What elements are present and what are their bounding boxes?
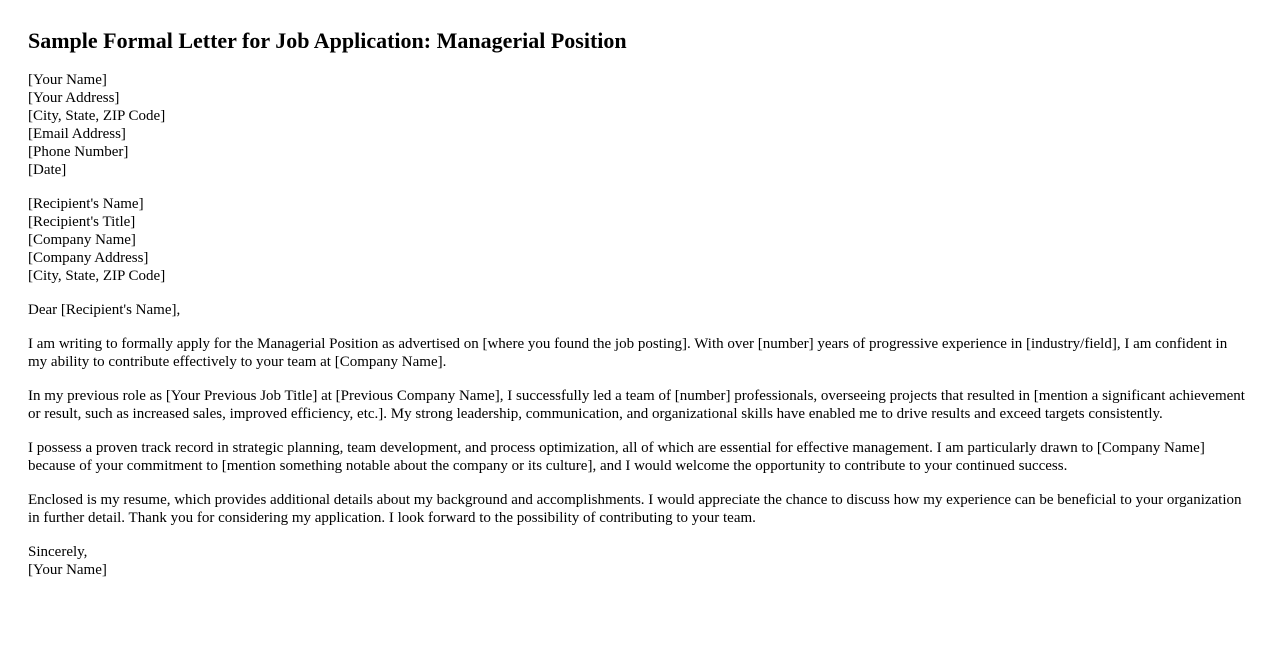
letter-date: [Date] bbox=[28, 162, 67, 178]
sender-city-state-zip: [City, State, ZIP Code] bbox=[28, 108, 166, 124]
page-title: Sample Formal Letter for Job Application: Managerial Position bbox=[28, 28, 627, 53]
signature-name: [Your Name] bbox=[28, 562, 107, 578]
recipient-name: [Recipient's Name] bbox=[28, 196, 144, 212]
body-paragraph: I possess a proven track record in strategic planning, team development, and process optimization, all of which are essential for effective management. I am particularly drawn to [Company Name] because of your commitment to [mention something notable about the company or its culture], and I would welcome the opportunity to contribute to your continued success. bbox=[28, 440, 1205, 474]
body-paragraph: Enclosed is my resume, which provides additional details about my background and accomplishments. I would appreciate the chance to discuss how my experience can be beneficial to your organization in further detail. Thank you for considering my application. I look forward to the possibility of contributing to your team. bbox=[28, 492, 1242, 526]
recipient-block bbox=[28, 195, 1250, 285]
sign-off: Sincerely, bbox=[28, 544, 88, 560]
closing-block bbox=[28, 543, 1250, 579]
sender-address: [Your Address] bbox=[28, 90, 120, 106]
salutation: Dear [Recipient's Name], bbox=[28, 302, 181, 318]
sender-email: [Email Address] bbox=[28, 126, 126, 142]
sender-name: [Your Name] bbox=[28, 72, 107, 88]
recipient-company: [Company Name] bbox=[28, 232, 136, 248]
sender-block bbox=[28, 71, 1250, 179]
body-paragraph: I am writing to formally apply for the Managerial Position as advertised on [where you found the job posting]. With over [number] years of progressive experience in [industry/field], I am confident in my ability to contribute effectively to your team at [Company Name]. bbox=[28, 336, 1228, 370]
recipient-city-state-zip: [City, State, ZIP Code] bbox=[28, 268, 166, 284]
body-paragraph: In my previous role as [Your Previous Job Title] at [Previous Company Name], I successfully led a team of [number] professionals, overseeing projects that resulted in [mention a significant achievement or result, such as increased sales, improved efficiency, etc.]. My strong leadership, communication, and organizational skills have enabled me to drive results and exceed targets consistently. bbox=[28, 388, 1245, 422]
recipient-title: [Recipient's Title] bbox=[28, 214, 136, 230]
recipient-company-address: [Company Address] bbox=[28, 250, 149, 266]
sender-phone: [Phone Number] bbox=[28, 144, 129, 160]
